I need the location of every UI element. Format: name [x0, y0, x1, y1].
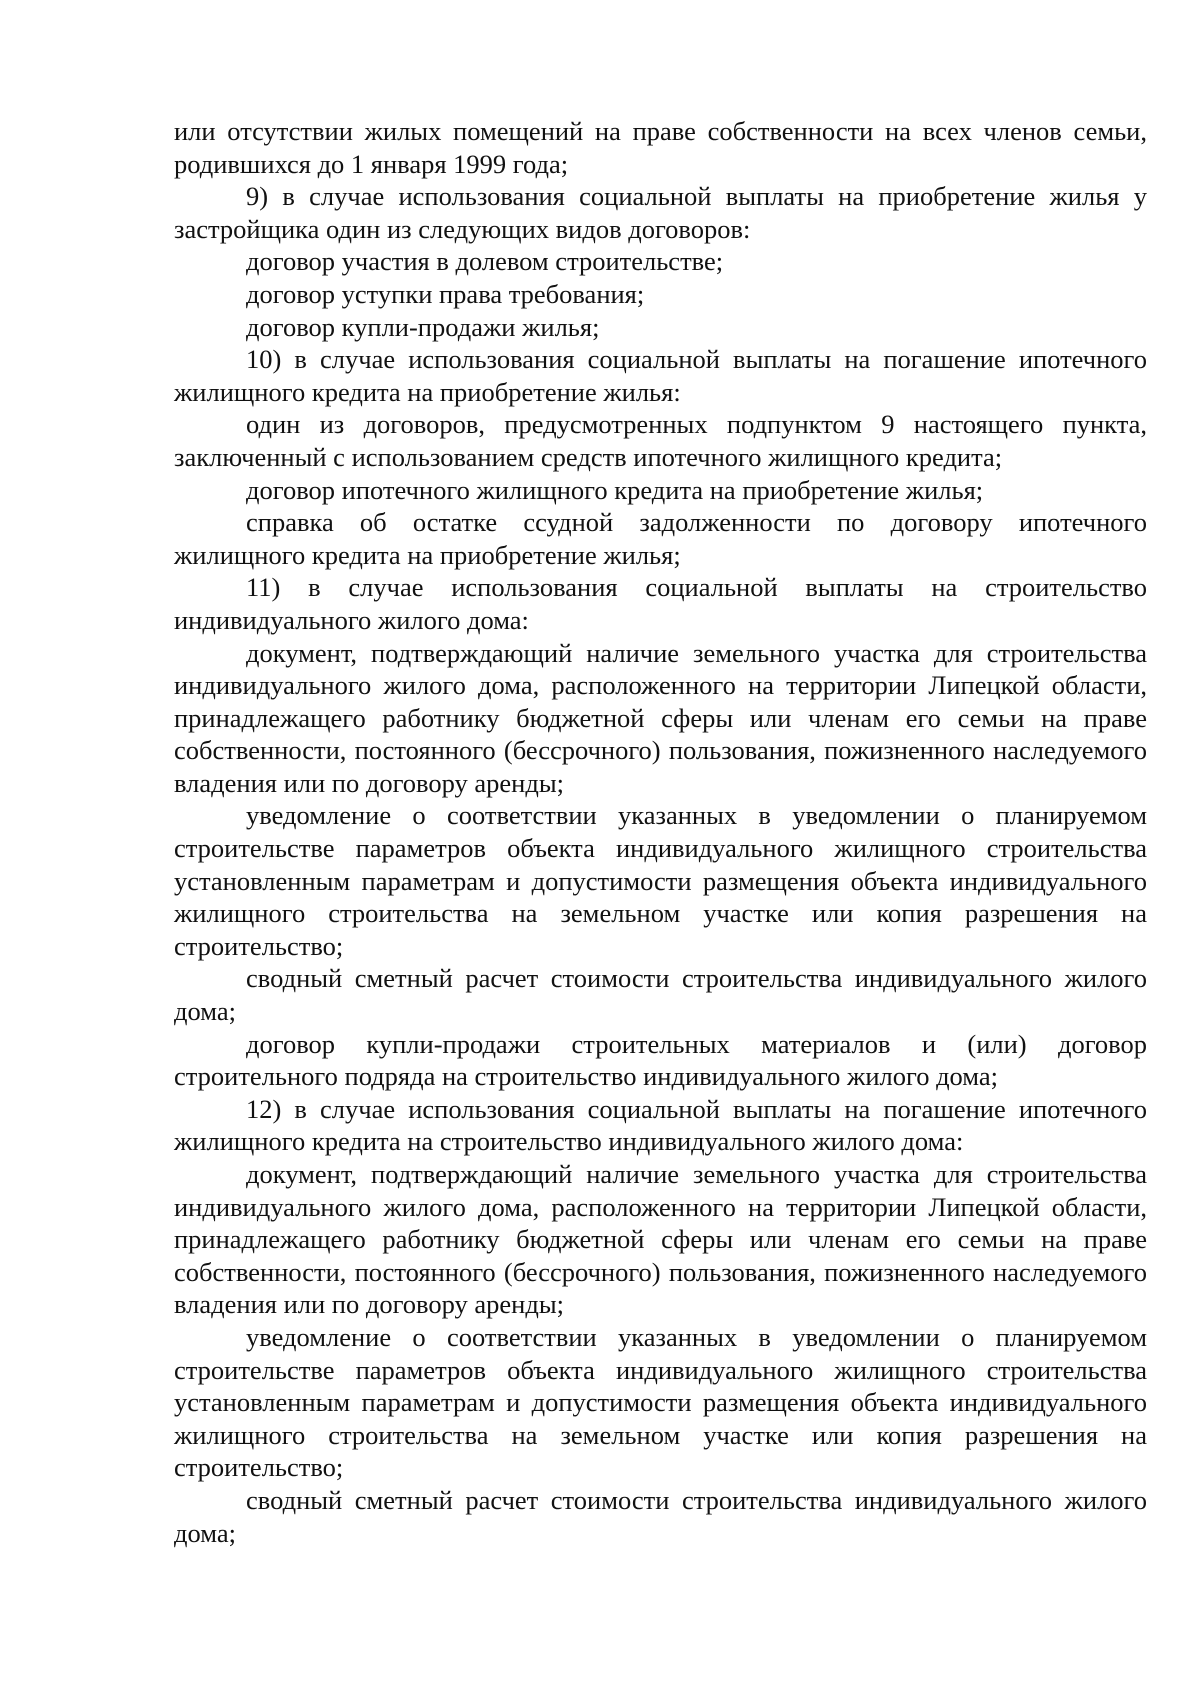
document-body [174, 115, 1147, 1549]
paragraph-land-document-2: документ, подтверждающий наличие земельного участка для строительства индивидуального жилого дома, расположенного на территории Липецкой области, принадлежащего работнику бюджетной сферы или членам его семьи на праве собственности, постоянного (бессрочного) пользования, пожизненного наследуемого владения или по договору аренды; [174, 1159, 1147, 1320]
paragraph-materials-contract: договор купли-продажи строительных материалов и (или) договор строительного подряда на строительство индивидуального жилого дома; [174, 1028, 1147, 1092]
paragraph-construction-notice-2: уведомление о соответствии указанных в уведомлении о планируемом строительстве параметров объекта индивидуального жилищного строительства установленным параметрам и допустимости размещения объекта индивидуального жилищного строительства на земельном участке или копия разрешения на строительство; [174, 1321, 1147, 1483]
paragraph-contract-purchase: договор купли-продажи жилья; [246, 311, 600, 342]
paragraph-continuation: или отсутствии жилых помещений на праве собственности на всех членов семьи, родившихся до 1 января 1999 года; [174, 116, 1147, 179]
paragraph-construction-notice: уведомление о соответствии указанных в уведомлении о планируемом строительстве параметров объекта индивидуального жилищного строительства установленным параметрам и допустимости размещения объекта индивидуального жилищного строительства на земельном участке или копия разрешения на строительство; [174, 800, 1147, 961]
paragraph-item-12: 12) в случае использования социальной выплаты на погашение ипотечного жилищного кредита на строительство индивидуального жилого дома: [174, 1093, 1147, 1157]
paragraph-item-10: 10) в случае использования социальной выплаты на погашение ипотечного жилищного кредита на приобретение жилья: [174, 344, 1147, 407]
paragraph-cost-estimate-2: сводный сметный расчет стоимости строительства индивидуального жилого дома; [174, 1484, 1147, 1548]
paragraph-cost-estimate: сводный сметный расчет стоимости строительства индивидуального жилого дома; [174, 963, 1147, 1027]
paragraph-one-of-contracts: один из договоров, предусмотренных подпунктом 9 настоящего пункта, заключенный с использованием средств ипотечного жилищного кредита; [174, 409, 1147, 472]
paragraph-contract-shared-construction: договор участия в долевом строительстве; [246, 246, 724, 277]
paragraph-item-9: 9) в случае использования социальной выплаты на приобретение жилья у застройщика один из следующих видов договоров: [174, 181, 1147, 244]
paragraph-debt-certificate: справка об остатке ссудной задолженности по договору ипотечного жилищного кредита на приобретение жилья; [174, 507, 1147, 570]
paragraph-mortgage-contract: договор ипотечного жилищного кредита на приобретение жилья; [246, 474, 984, 505]
paragraph-contract-assignment: договор уступки права требования; [246, 278, 645, 309]
paragraph-item-11: 11) в случае использования социальной выплаты на строительство индивидуального жилого дома: [174, 572, 1147, 635]
paragraph-land-document: документ, подтверждающий наличие земельного участка для строительства индивидуального жилого дома, расположенного на территории Липецкой области, принадлежащего работнику бюджетной сферы или членам его семьи на праве собственности, постоянного (бессрочного) пользования, пожизненного наследуемого владения или по договору аренды; [174, 637, 1147, 798]
